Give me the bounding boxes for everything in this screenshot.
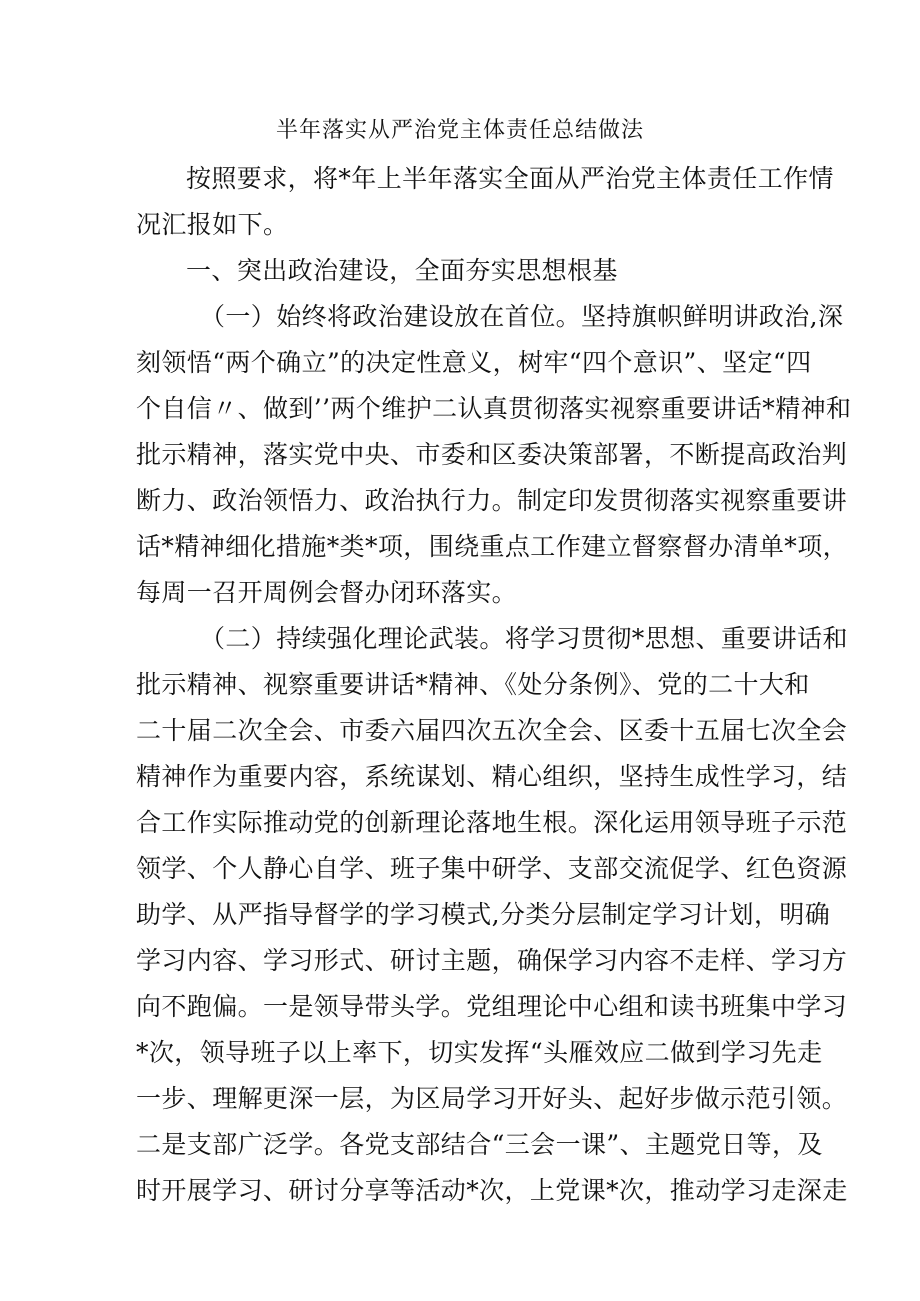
subsection-heading-line: （一）始终将政治建设放在首位。坚持旗帜鲜明讲政治,深 bbox=[200, 302, 844, 331]
body-line: 二是支部广泛学。各党支部结合“三会一课”、主题党日等，及 bbox=[136, 1130, 823, 1159]
section-heading: 一、突出政治建设，全面夯实思想根基 bbox=[186, 256, 618, 285]
document-title: 半年落实从严治党主体责任总结做法 bbox=[275, 118, 644, 143]
body-line: 断力、政治领悟力、政治执行力。制定印发贯彻落实视察重要讲 bbox=[136, 486, 848, 515]
body-line: 领学、个人静心自学、班子集中研学、支部交流促学、红色资源 bbox=[136, 854, 848, 883]
body-line: 学习内容、学习形式、研讨主题，确保学习内容不走样、学习方 bbox=[136, 946, 848, 975]
body-line: 况汇报如下。 bbox=[136, 210, 289, 239]
body-line: 刻领悟“两个确立”的决定性意义，树牢“四个意识”、坚定“四 bbox=[136, 348, 812, 377]
body-line: 时开展学习、研讨分享等活动*次，上党课*次，推动学习走深走 bbox=[136, 1176, 848, 1205]
body-line: 话*精神细化措施*类*项，围绕重点工作建立督察督办清单*项， bbox=[136, 532, 849, 561]
body-line: 合工作实际推动党的创新理论落地生根。深化运用领导班子示范 bbox=[136, 808, 848, 837]
body-line: 批示精神，落实党中央、市委和区委决策部署，不断提高政治判 bbox=[136, 440, 848, 469]
body-line: *次，领导班子以上率下，切实发挥“头雁效应二做到学习先走 bbox=[136, 1038, 823, 1067]
body-line: 按照要求，将*年上半年落实全面从严治党主体责任工作情 bbox=[186, 164, 834, 193]
body-line: 助学、从严指导督学的学习模式,分类分层制定学习计划，明确 bbox=[136, 900, 831, 929]
body-line: 向不跑偏。一是领导带头学。党组理论中心组和读书班集中学习 bbox=[136, 992, 848, 1021]
subsection-heading-line: （二）持续强化理论武装。将学习贯彻*思想、重要讲话和 bbox=[200, 624, 848, 653]
body-line: 精神作为重要内容，系统谋划、精心组织，坚持生成性学习，结 bbox=[136, 762, 848, 791]
body-line: 二十届二次全会、市委六届四次五次全会、区委十五届七次全会 bbox=[136, 716, 848, 745]
body-line: 个自信〃、做到’’两个维护二认真贯彻落实视察重要讲话*精神和 bbox=[136, 394, 852, 423]
body-line: 批示精神、视察重要讲话*精神、《处分条例》、党的二十大和 bbox=[136, 670, 810, 699]
body-line: 每周一召开周例会督办闭环落实。 bbox=[136, 578, 518, 607]
body-line: 一步、理解更深一层，为区局学习开好头、起好步做示范引领。 bbox=[136, 1084, 848, 1113]
